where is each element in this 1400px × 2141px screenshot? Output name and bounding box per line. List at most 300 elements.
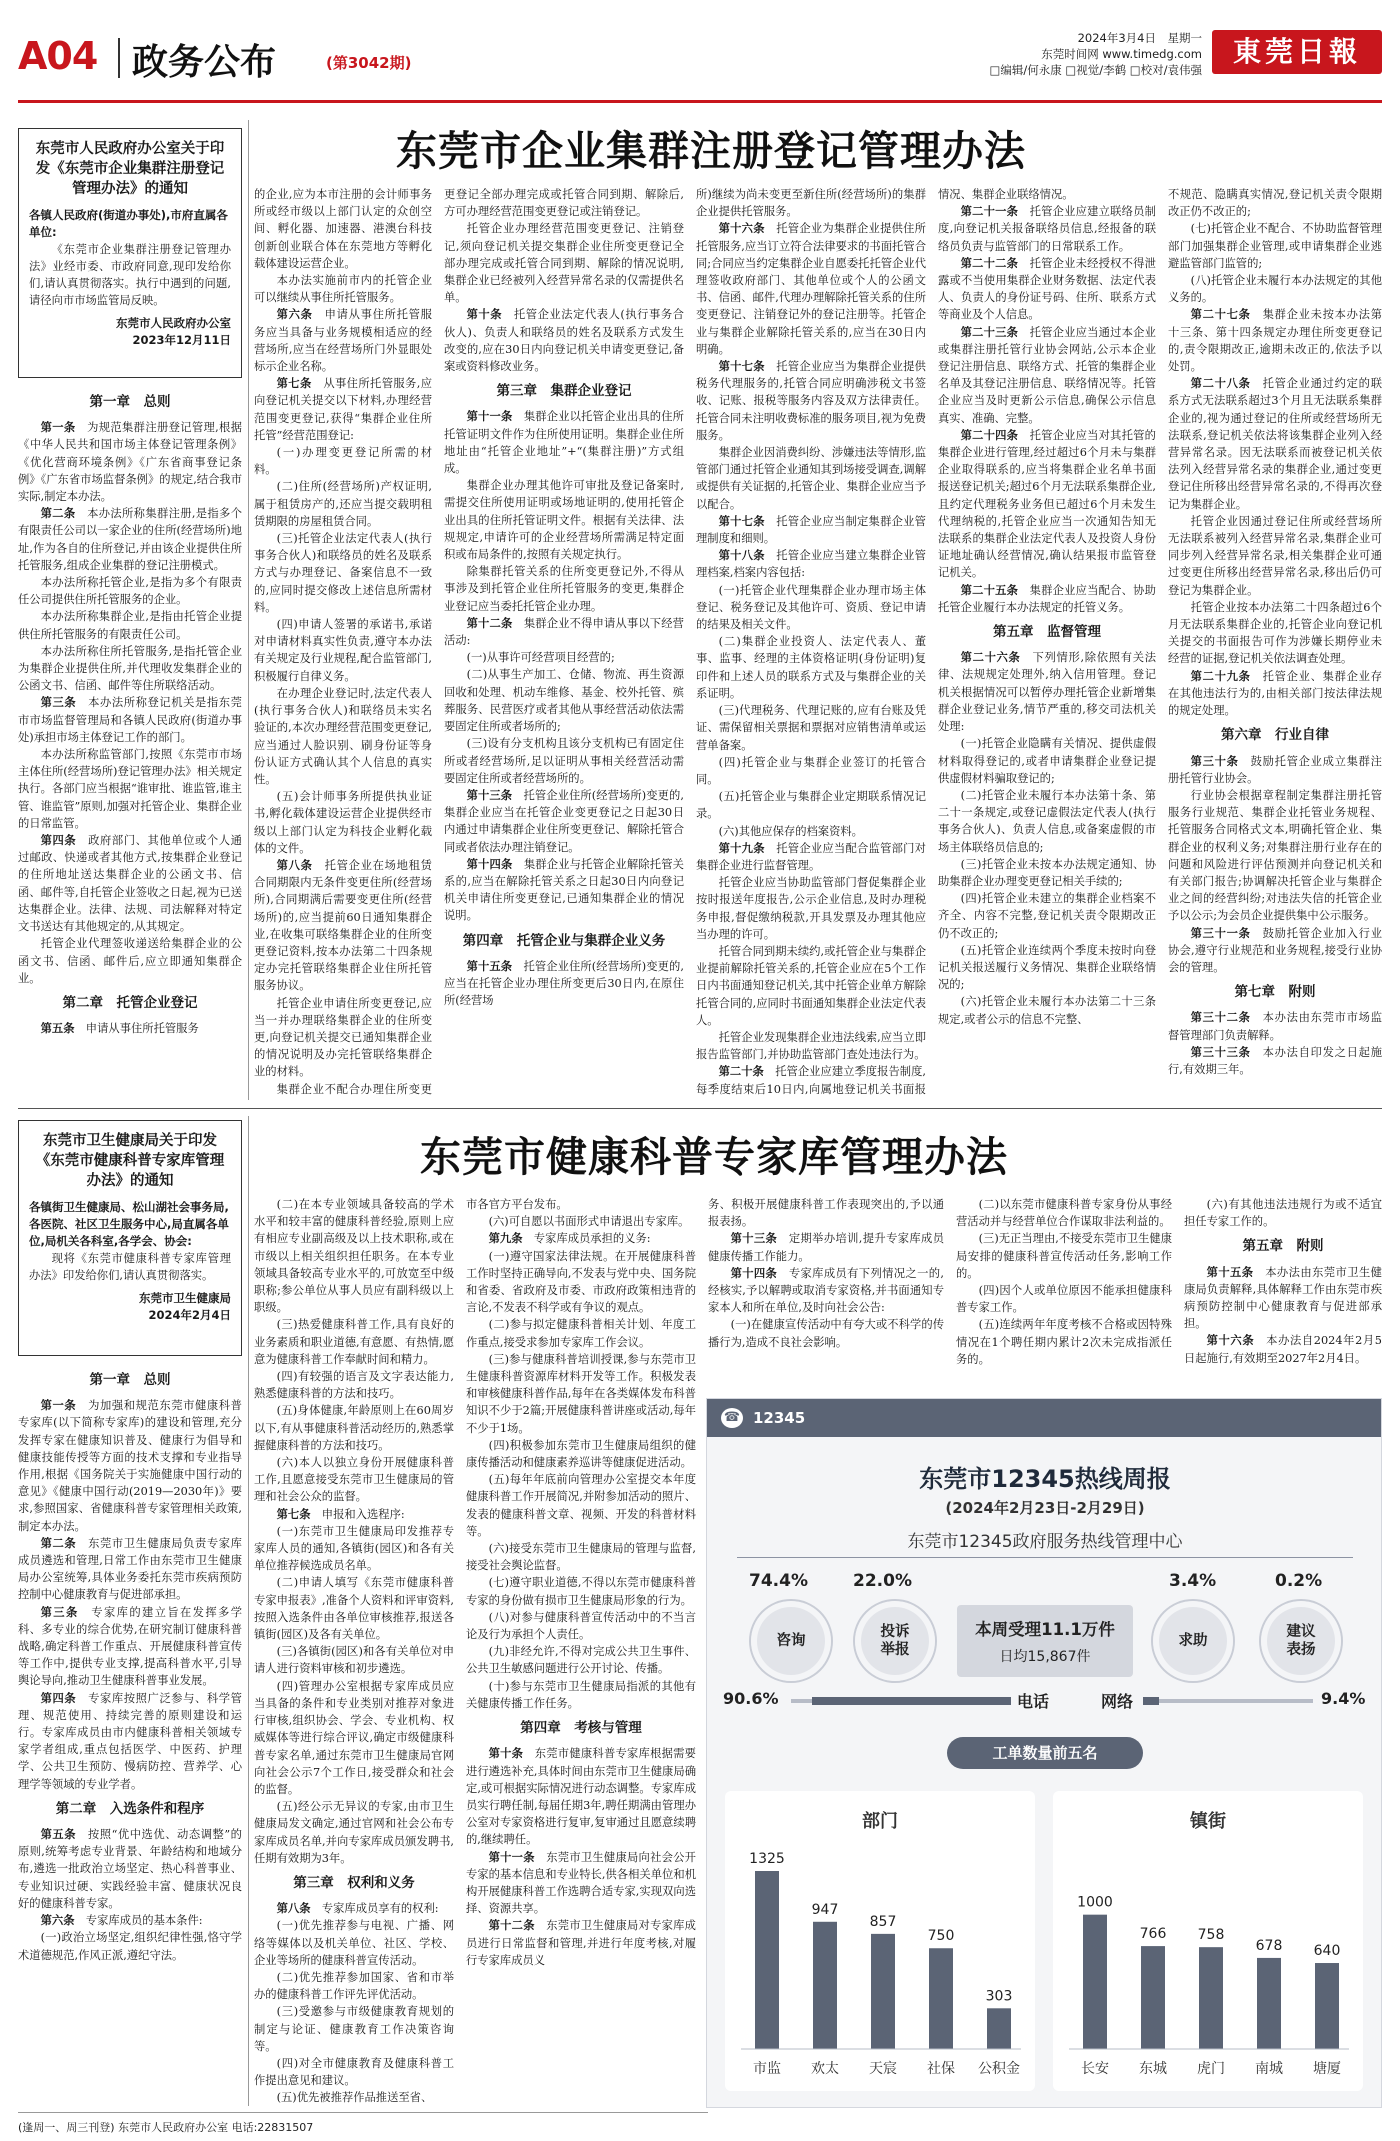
article-text: 东莞市卫生健康局负责专家库成员遴选和管理,日常工作由东莞市卫生健康局办公室统筹,具体业务委托东莞市疾病预防控制中心健康教育与促进部承担。 xyxy=(18,1536,242,1602)
article-paragraph xyxy=(18,1929,242,1963)
article-number: 第十九条 xyxy=(718,841,777,855)
bar-category-label: 天宸 xyxy=(869,2061,897,2077)
article-paragraph xyxy=(444,649,684,666)
masthead-info xyxy=(989,30,1202,78)
article-number: 第十四条 xyxy=(730,1266,789,1280)
hotline-rule xyxy=(737,1557,1353,1558)
article-text: (三)各镇街(园区)和各有关单位对申请人进行资料审核和初步遴选。 xyxy=(254,1645,454,1676)
article-text: 托管企业法定代表人(执行事务合伙人)、负责人和联络员的姓名及联系方式发生改变的,应在30日内向登记机关申请变更登记,备案或资料修改业务。 xyxy=(444,308,684,374)
article-paragraph xyxy=(696,1029,926,1063)
article-number: 第四条 xyxy=(40,1691,89,1705)
article-number: 第十三条 xyxy=(466,788,524,802)
article-paragraph xyxy=(938,203,1156,255)
bar xyxy=(1141,1946,1165,2049)
article-text: 申报和入选程序: xyxy=(321,1507,405,1521)
article-text: 托管企业通过约定的联系方式无法联系超过3个月且无法联系集群企业的,视为通过登记的住所或经营场所无法联系,登记机关依法将该集群企业列入经营异常名录。因无法联系而被登记机关依法列入经营异常名录的集群企业,通过变更登记住所移出经营异常名录的,不得再次登记为集群企业。 xyxy=(1168,377,1382,511)
article-paragraph xyxy=(254,1917,454,1969)
article-text: (二)以东莞市健康科普专家身份从事经营活动并与经营单位合作谋取非法利益的。 xyxy=(956,1198,1172,1229)
masthead-editors: □编辑/何永康 □视觉/李鹤 □校对/袁伟强 xyxy=(989,63,1202,77)
article-text: 托管企业应建立季度报告制度,每季度结束后10日内,向属地登记机关书面报 xyxy=(696,1065,926,1096)
article-paragraph xyxy=(18,1020,242,1037)
bar xyxy=(871,1934,895,2049)
article-text: (二)托管企业未履行本办法第十条、第二十一条规定,或登记虚假法定代表人(执行事务合伙人)、负责人信息,或备案虚假的市场主体联络员信息的; xyxy=(938,788,1156,854)
article-text: 托管企业应建立联络员制度,向登记机关报备联络员信息,经报备的联络员负责与监管部门的日常联系工作。 xyxy=(938,205,1156,253)
town-chart-title: 镇街 xyxy=(1190,1811,1226,1832)
article-paragraph xyxy=(444,563,684,615)
article-text: (七)遵守职业道德,不得以东莞市健康科普专家的身份做有损市卫生健康局形象的行为。 xyxy=(466,1576,696,1607)
article-paragraph xyxy=(696,702,926,754)
bar-category-label: 欢太 xyxy=(811,2061,839,2077)
article-text: (二)申请人填写《东莞市健康科普专家申报表》,准备个人资料和评审资料,按照入选条件由各单位审核推荐,报送各镇街(园区)及各有关单位。 xyxy=(254,1576,454,1642)
page-footer: (逢周一、周三刊登) 东莞市人民政府办公室 电话:22831507 xyxy=(18,2112,708,2135)
article-paragraph xyxy=(708,1316,944,1350)
channel-fill-phone xyxy=(812,1697,1011,1705)
article-paragraph xyxy=(1168,220,1382,272)
article-number: 第二十五条 xyxy=(960,583,1030,597)
article-paragraph xyxy=(254,1196,454,1316)
article-paragraph xyxy=(466,1351,696,1437)
article-text: (十)参与东莞市卫生健康局指派的其他有关健康传播工作任务。 xyxy=(466,1679,696,1710)
article1-column-6 xyxy=(1168,186,1382,1098)
article-number: 第二十二条 xyxy=(960,256,1030,270)
article-paragraph xyxy=(938,735,1156,787)
article-paragraph xyxy=(1168,1009,1382,1043)
article-paragraph xyxy=(18,1535,242,1604)
bar-category-label: 市监 xyxy=(753,2061,781,2077)
article-paragraph xyxy=(1168,272,1382,306)
article-text: 集群企业不配合办理住所变更 xyxy=(276,1082,432,1096)
phone-icon: ☎ xyxy=(721,1408,743,1428)
article-paragraph xyxy=(1168,753,1382,787)
article-text: (二)从事生产加工、仓储、物流、再生资源回收和处理、机动车维修、基金、校外托管、殡葬服务、民营医疗或者其他从事经营活动依法需要固定住所或者场所的; xyxy=(444,668,684,734)
article-paragraph xyxy=(938,186,1156,203)
article-text: 托管合同到期未续约,或托管企业与集群企业提前解除托管关系的,托管企业应在5个工作日内书面通知登记机关,其中托管企业单方解除托管合同的,应同时书面通知集群企业法定代表人。 xyxy=(696,944,926,1027)
article2-column-6 xyxy=(1184,1196,1382,1392)
article-paragraph xyxy=(18,1826,242,1912)
article-paragraph xyxy=(1168,186,1382,220)
article-paragraph xyxy=(466,1471,696,1540)
article-number: 第十八条 xyxy=(718,549,777,563)
article-text: (六)可自愿以书面形式申请退出专家库。 xyxy=(488,1215,690,1229)
article-text: (六)本人以独立身份开展健康科普工作,且愿意接受东莞市卫生健康局的管理和社会公众的监督。 xyxy=(254,1456,454,1504)
article-text: 本办法所称集群注册,是指多个有限责任公司以一家企业的住所(经营场所)地址,作为各自的住所登记,并由该企业提供住所托管服务,组成企业集群的登记注册模式。 xyxy=(18,507,242,572)
article-number: 第一条 xyxy=(40,1399,89,1413)
article-number: 第十五条 xyxy=(466,959,524,973)
chapter-heading: 第三章 权利和义务 xyxy=(293,1874,415,1891)
hotline-weekly-report xyxy=(706,1398,1382,2108)
article-text: 集群企业与托管企业解除托管关系的,应当在解除托管关系之日起30日内向登记机关申请住所变更登记,已通知集群企业的情况说明。 xyxy=(444,857,684,923)
article-paragraph xyxy=(254,1643,454,1677)
bar-value-label: 766 xyxy=(1139,1926,1167,1943)
article-paragraph xyxy=(938,255,1156,324)
bar-value-label: 947 xyxy=(811,1901,839,1918)
article-paragraph xyxy=(254,685,432,788)
category-pct-suggest: 0.2% xyxy=(1275,1571,1323,1591)
article-text: 本办法由东莞市市场监督管理部门负责解释。 xyxy=(1168,1011,1382,1042)
article-paragraph xyxy=(254,1900,454,1917)
article-paragraph xyxy=(1168,306,1382,375)
article-paragraph xyxy=(1184,1196,1382,1230)
article-number: 第二十六条 xyxy=(960,651,1033,665)
article-text: (四)托管企业与集群企业签订的托管合同。 xyxy=(696,755,926,786)
article-number: 第三十三条 xyxy=(1190,1045,1263,1059)
article-number: 第二十条 xyxy=(718,1065,776,1079)
category-pct-help: 3.4% xyxy=(1169,1571,1217,1591)
channel-label-phone: 电话 xyxy=(1017,1692,1050,1711)
article-text: 本办法自2024年2月5日起施行,有效期至2027年2月4日。 xyxy=(1184,1334,1382,1365)
article-text: (九)非经允许,不得对完成公共卫生事件、公共卫生敏感问题进行公开讨论、传播。 xyxy=(466,1645,696,1676)
article-text: (四)积极参加东莞市卫生健康局组织的健康传播活动和健康素养巡讲等健康促进活动。 xyxy=(466,1438,696,1470)
article-paragraph xyxy=(466,1316,696,1350)
article-text: 专家库成员的基本条件: xyxy=(85,1914,203,1928)
channel-pct-phone: 90.6% xyxy=(723,1689,779,1708)
article-text: (四)对全市健康教育及健康科普工作提出意见和建议。 xyxy=(254,2056,454,2088)
notice-date: 2023年12月11日 xyxy=(132,333,231,347)
article-text: (五)身体健康,年龄原则上在60周岁以下,有从事健康科普活动经历的,熟悉掌握健康科普的方法和技巧。 xyxy=(254,1404,454,1452)
article-paragraph xyxy=(18,1690,242,1793)
article-text: 所)继续为尚未变更至新住所(经营场所)的集群企业提供托管服务。 xyxy=(696,188,926,219)
article-text: 专家库成员享有的权利: xyxy=(321,1902,439,1916)
hotline-organization: 东莞市12345政府服务热线管理中心 xyxy=(907,1532,1183,1552)
article-text: (四)因个人或单位原因不能承担健康科普专家工作。 xyxy=(956,1284,1172,1315)
article-paragraph xyxy=(466,1437,696,1471)
article-text: 托管企业应当协助监管部门督促集群企业按时报送年度报告,公示企业信息,及时办理税务申报,督促缴纳税款,开具发票及办理其他应当办理的许可。 xyxy=(696,876,926,941)
article-number: 第六条 xyxy=(276,308,325,322)
article-paragraph xyxy=(1168,599,1382,668)
article-text: (三)托管企业法定代表人(执行事务合伙人)和联络员的姓名及联系方式与办理登记、备案信息不一致的,应同时提交修改上述信息所需材料。 xyxy=(254,532,432,614)
hotline-header-bar xyxy=(707,1399,1382,1437)
article2-title: 东莞市健康科普专家库管理办法 xyxy=(420,1133,1008,1181)
article-number: 第十六条 xyxy=(1206,1334,1267,1348)
article-paragraph xyxy=(444,306,684,375)
notice-title: 东莞市卫生健康局关于印发《东莞市健康科普专家库管理办法》的通知 xyxy=(35,1133,225,1189)
article-paragraph xyxy=(254,616,432,685)
article-text: (六)有其他违法违规行为或不适宜担任专家工作的。 xyxy=(1184,1198,1382,1229)
article-paragraph xyxy=(466,1230,696,1247)
article-text: 托管企业应当配合监管部门对集群企业进行监督管理。 xyxy=(696,841,926,872)
bar xyxy=(1199,1947,1223,2049)
article-paragraph xyxy=(254,1402,454,1454)
article-paragraph xyxy=(466,1678,696,1712)
article-text: (五)经公示无异议的专家,由市卫生健康局发文确定,通过官网和社会公布专家库成员名单,并向专家库成员颁发聘书,任期有效期为3年。 xyxy=(254,1800,454,1865)
article-text: 集群企业因消费纠纷、涉嫌违法等情形,监管部门通过托管企业通知其到场接受调查,调解或提供有关证据的,托管企业、集群企业应当予以配合。 xyxy=(696,446,926,511)
article-paragraph xyxy=(18,1912,242,1929)
bar-value-label: 303 xyxy=(985,1988,1013,2005)
dept-chart-title: 部门 xyxy=(862,1811,898,1832)
article-text: 集群企业以托管企业出具的住所托管证明文件作为住所使用证明。集群企业住所地址由“托管企业地址”+“(集群注册)”方式组成。 xyxy=(444,410,684,476)
article-text: 托管企业、集群企业存在其他违法行为的,由相关部门按法律法规的规定处理。 xyxy=(1168,669,1382,718)
article-text: (二)住所(经营场所)产权证明,属于租赁房产的,还应当提交载明租赁期限的房屋租赁合同。 xyxy=(254,480,432,528)
article-text: 托管企业按本办法第二十四条超过6个月无法联系集群企业的,托管企业向登记机关提交的书面报告可作为涉嫌长期停业未经营的证据,登记机关依法调查处理。 xyxy=(1168,600,1382,666)
bar xyxy=(987,2008,1011,2049)
article-paragraph xyxy=(956,1282,1172,1316)
article-text: 专家库成员承担的义务: xyxy=(533,1232,651,1246)
chapter-heading: 第五章 附则 xyxy=(1242,1238,1324,1255)
article1-column-5 xyxy=(938,186,1156,1098)
article2-column-1 xyxy=(18,1364,242,2108)
masthead-divider xyxy=(118,38,120,78)
article-text: (三)设有分支机构且该分支机构已有固定住所或者经营场所,足以证明从事相关经营活动需要固定住所或者经营场所的。 xyxy=(444,737,684,785)
article-paragraph xyxy=(696,358,926,444)
article-paragraph xyxy=(696,444,926,513)
article-text: (五)托管企业与集群企业定期联系情况记录。 xyxy=(696,790,926,821)
article-text: (八)对参与健康科普宣传活动中的不当言论及行为承担个人责任。 xyxy=(466,1610,696,1642)
article-number: 第十一条 xyxy=(488,1850,547,1864)
chapter-heading: 第七章 附则 xyxy=(1234,984,1316,1001)
hotline-logo: 12345 xyxy=(753,1409,806,1427)
article-text: (六)接受东莞市卫生健康局的管理与监督,接受社会舆论监督。 xyxy=(466,1542,696,1573)
article-text: 托管企业应当建立集群企业管理档案,档案内容包括: xyxy=(696,549,926,580)
article-text: 托管企业办理经营范围变更登记、注销登记,须向登记机关提交集群企业住所变更登记全部办理完成或托管合同到期、解除的情况说明,集群企业已经被列入经营异常名录的仅需提供名单。 xyxy=(444,222,684,305)
notice-recipients: 各镇人民政府(街道办事处),市府直属各单位: xyxy=(29,208,228,239)
article2-notice xyxy=(18,1120,242,1356)
chapter-heading: 第二章 入选条件和程序 xyxy=(55,1800,205,1817)
article-paragraph xyxy=(254,186,432,272)
notice-signer: 东莞市卫生健康局 xyxy=(139,1291,231,1305)
article-text: (四)管理办公室根据专家库成员应当具备的条件和专业类别对推荐对象进行审核,组织协会、学会、专业机构、权威媒体等进行综合评议,确定市级健康科普专家名单,通过东莞市卫生健康局官网向社会公示7个工作日,接受群众和社会的监督。 xyxy=(254,1679,454,1796)
article-text: (一)东莞市卫生健康局印发推荐专家库人员的通知,各镇街(园区)和各有关单位推荐候选成员名单。 xyxy=(254,1524,454,1573)
category-bubble-suggest: 建议 表扬 xyxy=(1261,1601,1341,1681)
article-paragraph xyxy=(466,1849,696,1918)
article1-column-1 xyxy=(18,386,242,1098)
top5-label: 工单数量前五名 xyxy=(947,1737,1143,1769)
article-paragraph xyxy=(254,478,432,530)
article-text: 不规范、隐瞒真实情况,登记机关责令限期改正仍不改正的; xyxy=(1168,188,1382,219)
notice-title: 东莞市人民政府办公室关于印发《东莞市企业集群注册登记管理办法》的通知 xyxy=(35,141,225,197)
article-paragraph xyxy=(466,1196,696,1213)
bar xyxy=(929,1948,953,2049)
article-paragraph xyxy=(254,306,432,375)
article-text: 定期举办培训,提升专家库成员健康传播工作能力。 xyxy=(708,1232,944,1263)
article-number: 第二十八条 xyxy=(1190,377,1263,391)
article-text: 行业协会根据章程制定集群注册托管服务行业规范、集群企业托管业务规程、托管服务合同格式文本,明确托管企业、集群企业的权利义务;对集群注册行业存在的问题和风险进行评估预测并向登记机关和有关部门报告;协调解决托管企业与集群企业之间的经营纠纷;对违法失信的托管企业予以公示;为会员企业提供集中公示服务。 xyxy=(1168,788,1382,923)
article-text: (三)代理税务、代理记账的,应有台账及凭证、需保留相关票据和票据对应销售清单或运营单备案。 xyxy=(696,704,926,752)
bar-category-label: 长安 xyxy=(1081,2061,1109,2077)
article1-column-4 xyxy=(696,186,926,1098)
article-text: 本办法自印发之日起施行,有效期三年。 xyxy=(1168,1045,1382,1076)
dept-chart-panel xyxy=(725,1791,1035,2091)
article-text: 东莞市卫生健康局向社会公开专家的基本信息和专业特长,供各相关单位和机构开展健康科普工作选聘合适专家,实现双向选择、资源共享。 xyxy=(466,1850,696,1916)
article-text: 托管企业应当为集群企业提供税务代理服务的,托管合同应明确涉税文书签收、记账、报税等服务内容及双方法律责任。托管合同未注明收费标准的服务项目,视为免费服务。 xyxy=(696,360,926,442)
newspaper-logo: 東莞日報 xyxy=(1212,30,1382,74)
article-text: 托管企业因通过登记住所或经营场所无法联系被列入经营异常名录,集群企业可同步列入经营异常名录,相关集群企业可通过变更住所移出经营异常名录,移出后仍可登记为集群企业。 xyxy=(1168,514,1382,597)
town-bar-chart xyxy=(1053,1791,1363,2091)
article-text: 专家库成员有下列情况之一的,经核实,予以解聘或取消专家资格,并书面通知专家本人和所在单位,及时向社会公告: xyxy=(708,1266,944,1315)
article-number: 第五条 xyxy=(40,1828,88,1842)
article-paragraph xyxy=(254,1798,454,1867)
article-text: 政府部门、其他单位或个人通过邮政、快递或者其他方式,按集群企业登记的住所地址送达集群企业的公函文书、信函、邮件等,自托管企业签收之日起,视为已送达集群企业。法律、法规、司法解释对特定文书送达有其他规定的,从其规定。 xyxy=(18,834,242,934)
article-text: (三)受邀参与市级健康教育规划的制定与论证、健康教育工作决策咨询等。 xyxy=(254,2005,454,2053)
article-text: 申请从事住所托管服务 xyxy=(85,1022,199,1036)
article-paragraph xyxy=(938,582,1156,616)
chapter-heading: 第三章 集群企业登记 xyxy=(496,383,632,400)
article-paragraph xyxy=(18,505,242,574)
article-text: (四)有较强的语言及文字表达能力,熟悉健康科普的方法和技巧。 xyxy=(254,1370,454,1401)
notice-body: 《东莞市企业集群注册登记管理办法》业经市委、市政府同意,现印发给你们,请认真贯彻落实。执行中遇到的问题,请径向市市场监管局反映。 xyxy=(29,243,231,307)
article-paragraph xyxy=(254,1969,454,2003)
article-text: (六)其他应保存的档案资料。 xyxy=(718,824,863,838)
article-text: (五)托管企业连续两个季度未按时向登记机关报送履行义务情况、集群企业联络情况的; xyxy=(938,943,1156,992)
article-text: 下列情形,除依照有关法律、法规规定处理外,纳入信用管理。登记机关根据情况可以暂停办理托管企业新增集群企业登记业务,情节严重的,移交司法机关处理: xyxy=(938,651,1156,734)
article-paragraph xyxy=(18,608,242,642)
article-paragraph xyxy=(696,840,926,874)
town-chart-panel xyxy=(1053,1791,1363,2091)
article-paragraph xyxy=(938,890,1156,942)
bar-category-label: 东城 xyxy=(1139,2061,1167,2077)
article-text: (三)参与健康科普培训授课,参与东莞市卫生健康科普资源库材料开发等工作。积极发表和审核健康科普作品,每年在各类媒体发布科普知识不少于2篇;开展健康科普讲座或活动,每年不少于1场。 xyxy=(466,1352,696,1435)
article-text: (六)托管企业未履行本办法第二十三条规定,或者公示的信息不完整、 xyxy=(938,995,1156,1026)
article-text: 为规范集群注册登记管理,根据《中华人民共和国市场主体登记管理条例》《优化营商环境条例》《广东省商事登记条例》《广东省市场监督条例》的规定,结合我市实际,制定本办法。 xyxy=(18,421,242,504)
article-text: 本办法实施前市内的托管企业可以继续从事住所托管服务。 xyxy=(254,274,432,305)
hotline-date-range: (2024年2月23日-2月29日) xyxy=(945,1499,1145,1517)
article-text: 更登记全部办理完成或托管合同到期、解除后,方可办理经营范围变更登记或注销登记。 xyxy=(444,188,684,219)
bar-value-label: 1000 xyxy=(1077,1894,1113,1911)
article-paragraph xyxy=(254,1081,432,1098)
article-paragraph xyxy=(254,2089,454,2106)
article-text: 务、积极开展健康科普工作表现突出的,予以通报表扬。 xyxy=(708,1198,944,1229)
article-paragraph xyxy=(18,574,242,608)
dept-bar-chart xyxy=(725,1791,1035,2091)
article-text: (一)从事许可经营项目经营的; xyxy=(466,651,615,665)
article2-column-2 xyxy=(254,1196,454,2108)
article-text: (一)托管企业隐瞒有关情况、提供虚假材料取得登记的,或者申请集群企业登记提供虚假材料骗取登记的; xyxy=(938,737,1156,785)
article-paragraph xyxy=(444,408,684,477)
article-text: 为加强和规范东莞市健康科普专家库(以下简称专家库)的建设和管理,充分发挥专家在健康知识普及、健康行为倡导和健康技能传授等方面的技术支撑和专业指导作用,根据《国务院关于实施健康中国行动的意见》《健康中国行动(2019—2030年)》要求,参照国家、省健康科普专家管理相关政策,制定本办法。 xyxy=(18,1399,242,1533)
article-paragraph xyxy=(254,1574,454,1643)
article-paragraph xyxy=(1168,1044,1382,1078)
article-number: 第十三条 xyxy=(730,1232,789,1246)
article-text: (五)每年年底前向管理办公室提交本年度健康科普工作开展简况,并附参加活动的照片、发表的健康科普文章、视频、开发的科普材料等。 xyxy=(466,1473,696,1538)
article-text: (二)优先推荐参加国家、省和市举办的健康科普工作评先评优活动。 xyxy=(254,1970,454,2002)
article-divider xyxy=(18,1108,1382,1109)
bar xyxy=(1257,1958,1281,2049)
article-text: (一)在健康宣传活动中有夸大或不科学的传播行为,造成不良社会影响。 xyxy=(708,1318,944,1349)
channel-label-network: 网络 xyxy=(1101,1692,1134,1711)
article-paragraph xyxy=(254,1506,454,1523)
article-paragraph xyxy=(708,1196,944,1230)
article-paragraph xyxy=(466,1213,696,1230)
article-text: 托管企业发现集群企业违法线索,应当立即报告监管部门,并协助监管部门查处违法行为。 xyxy=(696,1030,926,1062)
weekly-total: 本周受理11.1万件 xyxy=(975,1620,1115,1639)
article-number: 第二十四条 xyxy=(960,428,1030,442)
category-bubble-complaint: 投诉 举报 xyxy=(855,1601,935,1681)
article-text: 本办法所称监管部门,按照《东莞市市场主体住所(经营场所)登记管理办法》相关规定执行。各部门应当根据“谁审批、谁监管,谁主管、谁监管”原则,加强对托管企业、集群企业的日常监管。 xyxy=(18,748,242,830)
article-paragraph xyxy=(1168,513,1382,599)
weekly-total-box xyxy=(957,1605,1133,1677)
article-text: 托管企业代理签收递送给集群企业的公函文书、信函、邮件后,应立即通知集群企业。 xyxy=(18,937,242,985)
article-text: 托管企业在场地租赁合同期限内无条件变更住所(经营场所),合同期满后需要变更住所(经营场所)的,应当提前60日通知集群企业,在收集可联络集群企业的住所变更登记资料,按本办法第二十四条规定办完托管联络集群企业住所托管服务协议。 xyxy=(254,858,432,993)
article-text: 本办法所称集群企业,是指由托管企业提供住所托管服务的有限责任公司。 xyxy=(18,610,242,641)
article-paragraph xyxy=(466,1917,696,1969)
category-pct-consult: 74.4% xyxy=(749,1571,808,1591)
issue-number: (第3042期) xyxy=(326,54,412,72)
article-text: (四)托管企业未建立的集群企业档案不齐全、内容不完整,登记机关责令限期改正仍不改正的; xyxy=(938,892,1156,940)
bar-value-label: 640 xyxy=(1313,1943,1341,1960)
bar-category-label: 公积金 xyxy=(978,2061,1020,2077)
article-paragraph xyxy=(18,694,242,746)
article-paragraph xyxy=(254,857,432,995)
article-text: 鼓励托管企业成立集群注册托管行业协会。 xyxy=(1168,754,1382,785)
article-text: 托管企业住所(经营场所)变更的,集群企业应当在托管企业变更登记之日起30日内通过申请集群企业住所变更登记、解除托管合同或者依法办理注销登记。 xyxy=(444,788,684,854)
article-paragraph xyxy=(938,427,1156,582)
article-paragraph xyxy=(466,1745,696,1848)
article-text: 托管企业为集群企业提供住所托管服务,应当订立符合法律要求的书面托管合同;合同应当约定集群企业自愿委托托管企业代理签收政府部门、其他单位或个人的公函文书、信函、邮件,代理办理解除托管关系的住所变更登记、注销登记外的登记注册等。托管企业与集群企业解除托管关系的,应当在30日内明确。 xyxy=(696,222,926,356)
article-paragraph xyxy=(708,1230,944,1264)
article-paragraph xyxy=(696,513,926,547)
article-paragraph xyxy=(466,1248,696,1317)
chapter-heading: 第五章 监督管理 xyxy=(993,624,1101,641)
article-paragraph xyxy=(254,530,432,616)
article-paragraph xyxy=(696,582,926,634)
article-paragraph xyxy=(254,444,432,478)
article-text: 本办法由东莞市卫生健康局负责解释,具体解释工作由东莞市疾病预防控制中心健康教育与促进部承担。 xyxy=(1184,1265,1382,1331)
article-paragraph xyxy=(938,324,1156,427)
article-paragraph xyxy=(18,1397,242,1535)
article-paragraph xyxy=(444,856,684,925)
bar-value-label: 678 xyxy=(1255,1937,1283,1954)
category-bubble-help: 求助 xyxy=(1153,1601,1233,1681)
chapter-heading: 第四章 托管企业与集群企业义务 xyxy=(462,932,666,949)
bar-category-label: 南城 xyxy=(1255,2061,1283,2077)
masthead-rule xyxy=(18,100,1382,103)
article-paragraph xyxy=(18,746,242,832)
article-paragraph xyxy=(444,666,684,735)
article-paragraph xyxy=(444,615,684,649)
article-text: 托管企业应当制定集群企业管理制度和细则。 xyxy=(696,514,926,546)
article-paragraph xyxy=(696,788,926,822)
article-text: (一)办理变更登记所需的材料。 xyxy=(254,446,432,477)
article-paragraph xyxy=(254,1454,454,1506)
article-number: 第十二条 xyxy=(466,616,524,630)
article-paragraph xyxy=(254,788,432,857)
article-paragraph xyxy=(254,995,432,1081)
article-number: 第十一条 xyxy=(466,410,524,424)
notice-body: 现将《东莞市健康科普专家库管理办法》印发给你们,请认真贯彻落实。 xyxy=(29,1252,231,1282)
article-text: 托管企业应当通过本企业或集群注册托管行业协会网站,公示本企业登记注册信息、联络方式、托管的集群企业名单及其登记注册信息、联络情况等。托管企业应当及时更新公示信息,确保公示信息真实、准确、完整。 xyxy=(938,325,1156,425)
article-paragraph xyxy=(254,2055,454,2089)
article-text: (三)热爱健康科普工作,具有良好的业务素质和职业道德,有意愿、有热情,愿意为健康科普工作奉献时间和精力。 xyxy=(254,1318,454,1366)
article-text: 集群企业应当配合、协助托管企业履行本办法规定的托管义务。 xyxy=(938,583,1156,614)
article-paragraph xyxy=(254,1316,454,1368)
article-text: 申请从事住所托管服务应当具备与业务规模相适应的经营场所,应当在经营场所门外显眼处标示企业名称。 xyxy=(254,308,432,374)
article-number: 第三十条 xyxy=(1190,754,1251,768)
article-text: 东莞市卫生健康局对专家库成员进行日常监督和管理,并进行年度考核,对履行专家库成员义 xyxy=(466,1919,696,1967)
article-text: 的企业,应为本市注册的会计师事务所或经市级以上部门认定的众创空间、孵化器、加速器、港澳台科技创新创业联合体在东莞地方等孵化载体建设运营企业。 xyxy=(254,188,432,270)
page-number: A04 xyxy=(18,34,98,78)
article-paragraph xyxy=(938,856,1156,890)
article-text: 托管企业住所(经营场所)变更的,应当在托管企业办理住所变更后30日内,在原住所(经营场 xyxy=(444,959,684,1008)
article-paragraph xyxy=(696,547,926,581)
article-number: 第七条 xyxy=(276,377,324,391)
article-number: 第四条 xyxy=(40,834,89,848)
article-text: 本办法所称住所托管服务,是指托管企业为集群企业提供住所,并代理收发集群企业的公函文书、信函、邮件等住所联络活动。 xyxy=(18,644,242,693)
article-number: 第十六条 xyxy=(718,222,777,236)
article-paragraph xyxy=(466,1540,696,1574)
article-text: 集群企业办理其他许可审批及登记备案时,需提交住所使用证明或场地证明的,使用托管企业出具的住所托管证明文件。根据有关法律、法规规定,申请许可的企业经营场所需满足特定面积或布局条件的,按照有关规定执行。 xyxy=(444,479,684,562)
article-paragraph xyxy=(1168,375,1382,513)
article-number: 第三十一条 xyxy=(1190,926,1263,940)
chapter-heading: 第一章 总则 xyxy=(89,394,171,410)
article2-column-3 xyxy=(466,1196,696,2108)
article-paragraph xyxy=(444,220,684,306)
channel-pct-network: 9.4% xyxy=(1321,1689,1366,1708)
article-text: 集群企业未按本办法第十三条、第十四条规定办理住所变更登记的,责令限期改正,逾期未改正的,依法予以处罚。 xyxy=(1168,308,1382,374)
article-paragraph xyxy=(1168,668,1382,720)
article-text: 在办理企业登记时,法定代表人(执行事务合伙人)和联络员未实名验证的,本次办理经营范围变更登记,应当通过人脸识别、刷身份证等身份认证方式确认其个人信息的真实性。 xyxy=(254,686,432,786)
article-paragraph xyxy=(18,1604,242,1690)
article-paragraph xyxy=(696,874,926,943)
article-number: 第二条 xyxy=(40,507,88,521)
